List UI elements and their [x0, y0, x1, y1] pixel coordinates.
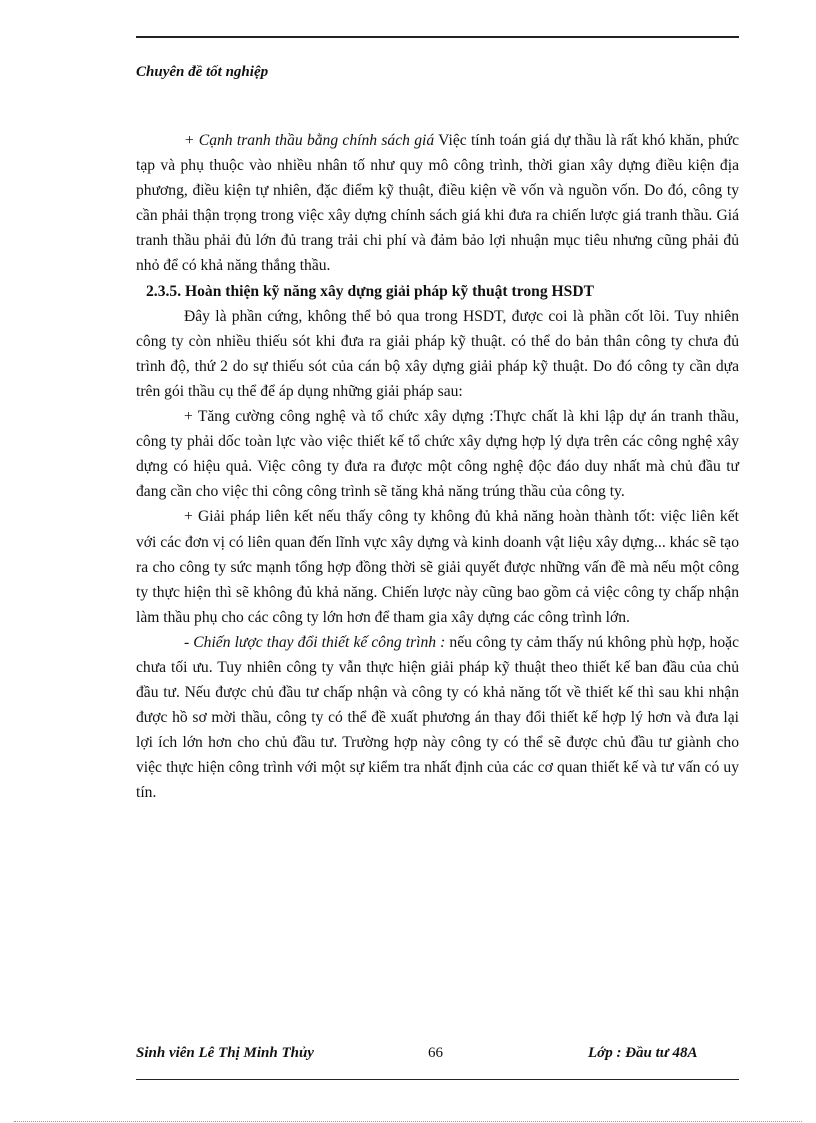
paragraph-technology-organization: + Tăng cường công nghệ và tổ chức xây dựng :Thực chất là khi lập dự án tranh thầu, công ty phải dốc toàn lực vào việc thiết kế tổ chức xây dựng hợp lý dựa trên các công nghệ xây dựng có hiệu quả. Việc công ty đưa ra được một công nghệ độc đáo duy nhất mà chủ đầu tư đang cần cho việc thi công công trình sẽ tăng khả năng trúng thầu của công ty. — [136, 408, 739, 501]
paragraph-technical-solution-intro: Đây là phần cứng, không thể bỏ qua trong HSDT, được coi là phần cốt lõi. Tuy nhiên công ty còn nhiều thiếu sót khi đưa ra giải pháp kỹ thuật. có thể do bản thân công ty chưa đủ trình độ, thứ 2 do sự thiếu sót của cán bộ xây dựng giải pháp kỹ thuật. Do đó công ty cần dựa trên gói thầu cụ thể để áp dụng những giải pháp sau: — [136, 307, 739, 400]
page-edge-dotted-line — [14, 1121, 802, 1122]
footer-rule — [136, 1079, 739, 1080]
paragraph-text: Việc tính toán giá dự thầu là rất khó khăn, phức tạp và phụ thuộc vào nhiều nhân tố như quy mô công trình, thời gian xây dựng điều kiện địa phương, điều kiện tự nhiên, đặc điểm kỹ thuật, điều kiện về vốn và nguồn vốn. Do đó, công ty cần phải thận trọng trong việc xây dựng chính sách giá khi đưa ra chiến lược giá tranh thầu. Giá tranh thầu phải đủ lớn đủ trang trải chi phí và đảm bảo lợi nhuận mục tiêu nhưng cũng phải đủ nhỏ để có khả năng thắng thầu. — [136, 132, 739, 275]
section-heading-2-3-5: 2.3.5. Hoàn thiện kỹ năng xây dựng giải pháp kỹ thuật trong HSDT — [146, 282, 594, 300]
paragraph-lead: - Chiến lược thay đổi thiết kế công trình : — [184, 633, 446, 651]
document-body — [136, 128, 739, 806]
paragraph-price-competition — [136, 128, 739, 279]
paragraph-lead: + Cạnh tranh thầu bằng chính sách giá — [184, 132, 435, 149]
footer-class-label: Lớp : Đầu tư 48A — [588, 1045, 698, 1061]
paragraph-design-change-strategy — [136, 630, 739, 806]
document-header-title: Chuyên đề tốt nghiệp — [136, 64, 269, 80]
header-rule — [136, 36, 739, 38]
paragraph-text: nếu công ty cảm thấy nú không phù hợp, hoặc chưa tối ưu. Tuy nhiên công ty vẫn thực hiện giải pháp kỹ thuật theo thiết kế ban đầu của chủ đầu tư. Nếu được chủ đầu tư chấp nhận và công ty có khả năng tốt về thiết kế thì sau khi nhận được hồ sơ mời thầu, công ty có thể đề xuất phương án thay đổi thiết kế hợp lý hơn và đưa lại lợi ích lớn hơn cho chủ đầu tư. Trường hợp này công ty có thể sẽ được chủ đầu tư giành cho việc thực hiện công trình với một sự kiểm tra nhất định của các cơ quan thiết kế và tư vấn có uy tín. — [136, 633, 739, 802]
footer-student-name: Sinh viên Lê Thị Minh Thủy — [136, 1045, 314, 1061]
paragraph-partnership: + Giải pháp liên kết nếu thấy công ty không đủ khả năng hoàn thành tốt: việc liên kết với các đơn vị có liên quan đến lĩnh vực xây dựng và kinh doanh vật liệu xây dựng... khác sẽ tạo ra cho công ty sức mạnh tổng hợp đồng thời sẽ giải quyết được những vấn đề mà nếu một công ty thực hiện thì sẽ không đủ khả năng. Chiến lược này cũng bao gồm cả việc công ty chấp nhận làm thầu phụ cho các công ty lớn hơn để tham gia xây dựng các công trình lớn. — [136, 508, 739, 626]
page-number: 66 — [428, 1045, 443, 1061]
